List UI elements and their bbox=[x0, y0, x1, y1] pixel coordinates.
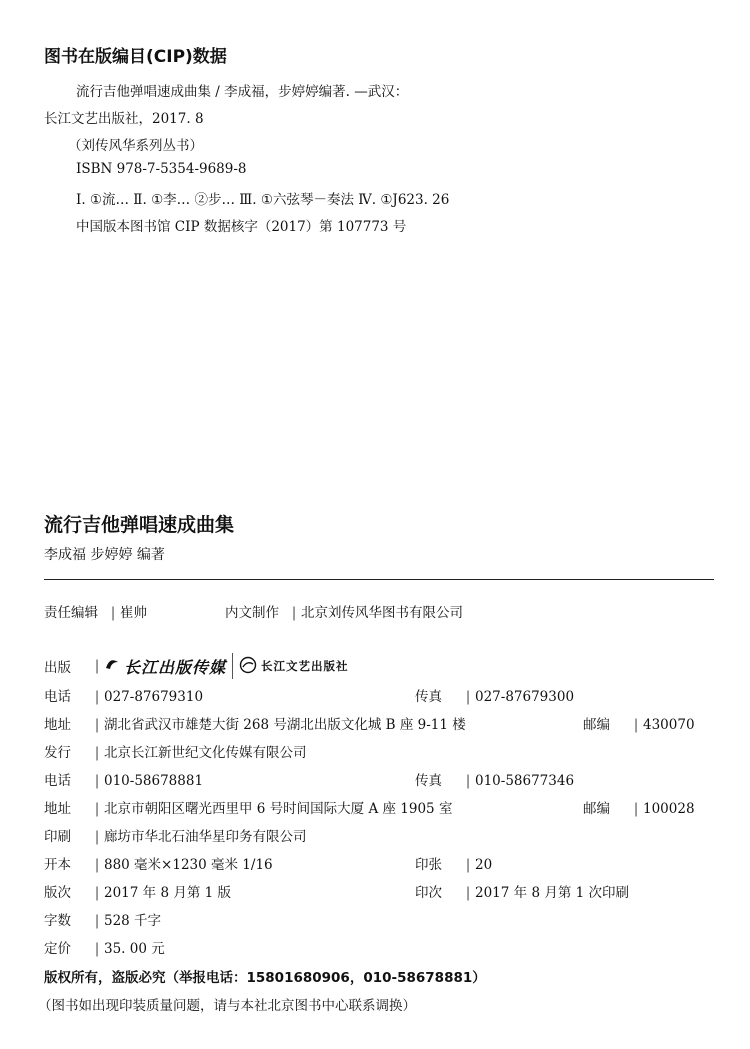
quality-notice: （图书如出现印装质量问题，请与本社北京图书中心联系调换） bbox=[38, 998, 416, 1014]
editor-label: 责任编辑 bbox=[44, 605, 98, 621]
publisher-phone-row: 电话 | 027-87679310 bbox=[44, 689, 204, 705]
production-row: 内文制作 | 北京刘传风华图书有限公司 bbox=[225, 601, 463, 621]
publisher-row: 出版 | 长江出版传媒 长江文艺出版社 bbox=[44, 653, 349, 679]
changjiang-wave-icon bbox=[104, 656, 120, 676]
publisher-address-row: 地址 | 湖北省武汉市雄楚大街 268 号湖北出版文化城 B 座 9-11 楼 bbox=[44, 713, 466, 733]
edition-row: 版次 | 2017 年 8 月第 1 版 bbox=[44, 881, 231, 901]
changjiang-media-logo: 长江出版传媒 bbox=[104, 655, 226, 678]
cip-line-publisher: 长江文艺出版社，2017. 8 bbox=[44, 111, 204, 127]
cip-line-record-number: 中国版本图书馆 CIP 数据核字（2017）第 107773 号 bbox=[76, 219, 407, 235]
production-label: 内文制作 bbox=[225, 605, 279, 621]
changjiang-literature-logo: 长江文艺出版社 bbox=[239, 656, 349, 677]
distributor-zip: 100028 bbox=[643, 801, 695, 817]
distributor-fax-row: 传真 | 010-58677346 bbox=[415, 773, 575, 789]
distributor-address: 北京市朝阳区曙光西里甲 6 号时间国际大厦 A 座 1905 室 bbox=[104, 801, 453, 817]
printer-row: 印刷 | 廊坊市华北石油华星印务有限公司 bbox=[44, 825, 307, 845]
cip-heading: 图书在版编目(CIP)数据 bbox=[44, 47, 227, 67]
distributor-address-row: 地址 | 北京市朝阳区曙光西里甲 6 号时间国际大厦 A 座 1905 室 bbox=[44, 797, 452, 817]
cip-line-classification: Ⅰ. ①流… Ⅱ. ①李… ②步… Ⅲ. ①六弦琴－奏法 Ⅳ. ①J623. 26 bbox=[76, 192, 450, 208]
publisher-zip-row: 邮编 | 430070 bbox=[583, 717, 695, 733]
printer-name: 廊坊市华北石油华星印务有限公司 bbox=[104, 829, 307, 845]
distributor-row: 发行 | 北京长江新世纪文化传媒有限公司 bbox=[44, 741, 307, 761]
price-row: 定价 | 35. 00 元 bbox=[44, 937, 165, 957]
sheets-row: 印张 | 20 bbox=[415, 857, 493, 873]
publisher-zip: 430070 bbox=[643, 717, 695, 733]
logo-divider bbox=[232, 653, 233, 679]
title-divider bbox=[44, 579, 714, 580]
impression-row: 印次 | 2017 年 8 月第 1 次印刷 bbox=[415, 881, 629, 901]
price-value: 35. 00 元 bbox=[104, 941, 165, 957]
book-authors: 李成福 步婷婷 编著 bbox=[44, 547, 165, 563]
publisher-fax: 027-87679300 bbox=[475, 689, 575, 705]
format-row: 开本 | 880 毫米×1230 毫米 1/16 bbox=[44, 853, 273, 873]
book-title: 流行吉他弹唱速成曲集 bbox=[44, 514, 235, 536]
edition-value: 2017 年 8 月第 1 版 bbox=[104, 885, 231, 901]
publisher-fax-row: 传真 | 027-87679300 bbox=[415, 689, 575, 705]
editor-value: 崔帅 bbox=[120, 605, 147, 621]
distributor-phone: 010-58678881 bbox=[104, 773, 204, 789]
literature-press-emblem-icon bbox=[239, 656, 257, 677]
sheets-value: 20 bbox=[475, 857, 493, 873]
cip-line-series: （刘传风华系列丛书） bbox=[68, 138, 203, 154]
publisher-phone: 027-87679310 bbox=[104, 689, 204, 705]
copyright-notice: 版权所有，盗版必究（举报电话：15801680906，010-58678881） bbox=[44, 970, 486, 986]
cip-line-title: 流行吉他弹唱速成曲集 / 李成福，步婷婷编著. —武汉： bbox=[76, 84, 409, 100]
distributor-name: 北京长江新世纪文化传媒有限公司 bbox=[104, 745, 307, 761]
words-value: 528 千字 bbox=[104, 913, 162, 929]
cip-line-isbn: ISBN 978-7-5354-9689-8 bbox=[76, 161, 247, 177]
production-value: 北京刘传风华图书有限公司 bbox=[301, 605, 463, 621]
impression-value: 2017 年 8 月第 1 次印刷 bbox=[475, 885, 629, 901]
words-row: 字数 | 528 千字 bbox=[44, 909, 161, 929]
format-value: 880 毫米×1230 毫米 1/16 bbox=[104, 857, 273, 873]
distributor-phone-row: 电话 | 010-58678881 bbox=[44, 773, 204, 789]
publisher-label: 出版 bbox=[44, 660, 71, 676]
editor-row: 责任编辑 | 崔帅 bbox=[44, 601, 147, 621]
publisher-address: 湖北省武汉市雄楚大街 268 号湖北出版文化城 B 座 9-11 楼 bbox=[104, 717, 466, 733]
distributor-fax: 010-58677346 bbox=[475, 773, 575, 789]
distributor-zip-row: 邮编 | 100028 bbox=[583, 801, 695, 817]
